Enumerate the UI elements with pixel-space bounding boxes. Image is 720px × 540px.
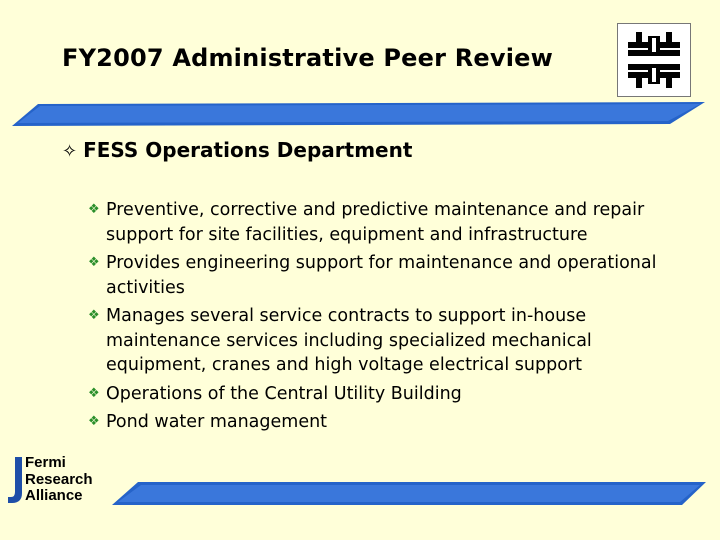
bullet-icon: ❖	[88, 308, 100, 323]
list-item: ❖ Provides engineering support for maintenance and operational activities	[88, 253, 657, 298]
section-heading-text: FESS Operations Department	[83, 138, 413, 162]
list-item: ❖ Manages several service contracts to support in-house maintenance services including specialized mechanical equipment, cranes and high voltage electrical support	[88, 306, 592, 375]
bullet-icon: ❖	[88, 202, 100, 217]
heading-bullet-icon: ✧	[62, 141, 78, 162]
fermi-research-alliance-logo: Fermi Research Alliance	[25, 454, 93, 504]
list-item: ❖ Pond water management	[88, 410, 688, 435]
bullet-icon: ❖	[88, 414, 100, 429]
section-heading	[62, 138, 412, 162]
bullet-icon: ❖	[88, 255, 100, 270]
bullet-list	[88, 198, 688, 439]
slide-title: FY2007 Administrative Peer Review	[62, 44, 554, 72]
list-item: ❖ Operations of the Central Utility Building	[88, 382, 688, 407]
bullet-icon: ❖	[88, 385, 100, 401]
list-item: ❖ Preventive, corrective and predictive maintenance and repair support for site facilities, equipment and infrastructure	[88, 200, 645, 245]
